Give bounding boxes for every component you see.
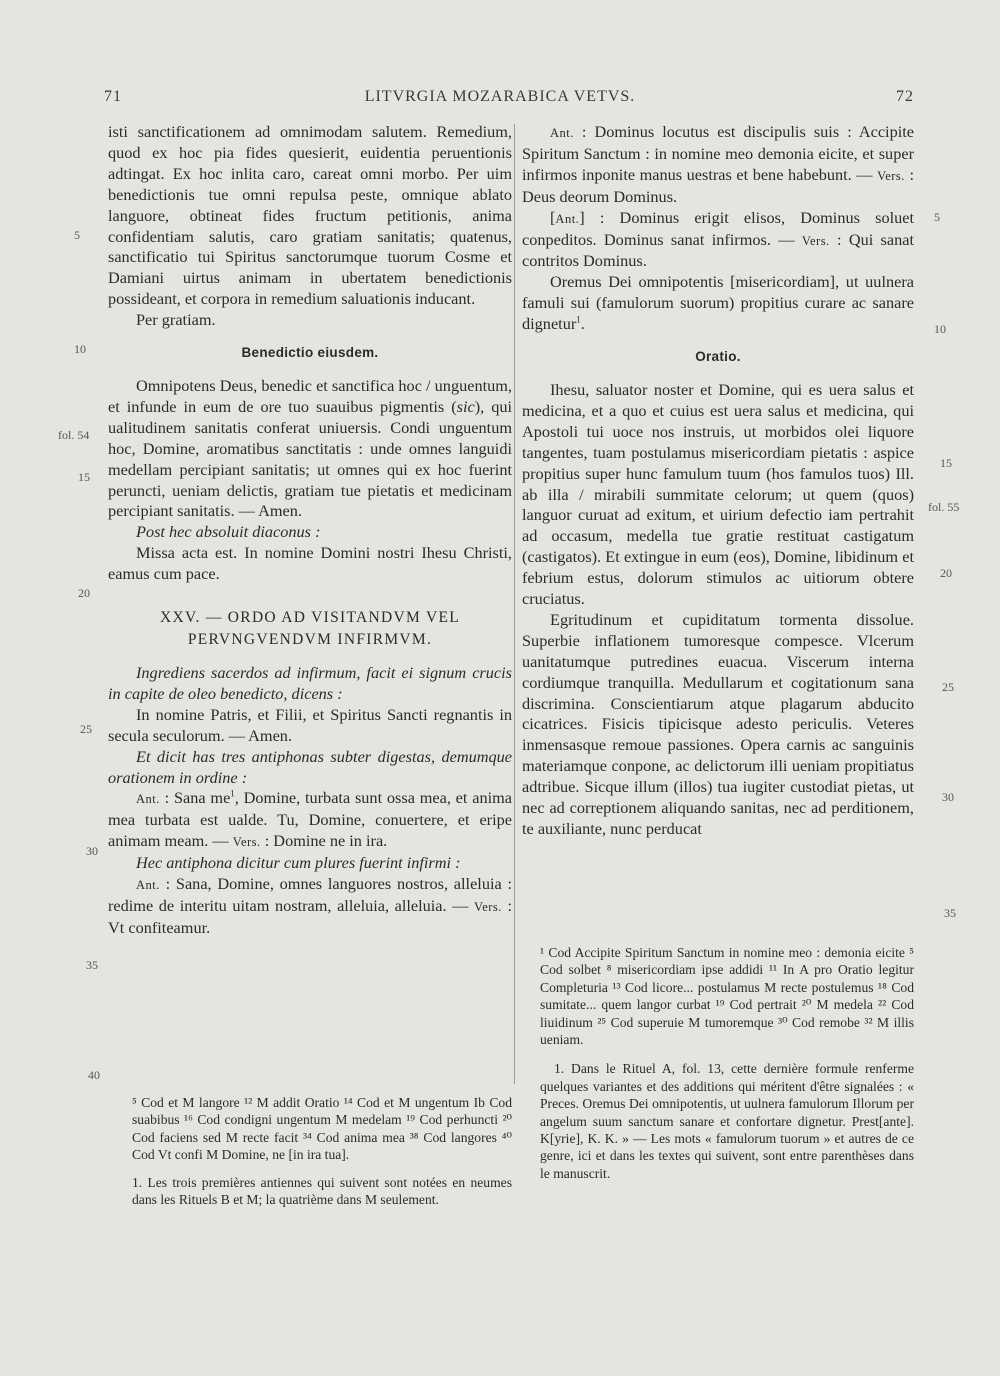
paragraph: Ihesu, saluator noster et Domine, qui es uera salus et medicina, et a quo et cuius est uera salus et medicina, qui Apostoli tui uoce nos instruis, ut morbidos olei liquore tangentes, tuam postulamus misericordiam pietatis : aspice propitius super hunc famulum tuum (hos famulos tuos) Ill. ab illa / mirabili summitate celorum; ut quem (quos) languor curuat ad exitum, et uirium defectio iam pertrahit ad occasum, medella tue gratie restituat castigatum (castigatos). Et extingue in eum (eos), Domine, libidinum et febrium estus, dolorum stimulos ac uitiorum obtere cruciatus. (522, 379, 914, 609)
margin-line-number: 20 (78, 586, 90, 600)
antiphon: Ant. : Sana $me^1$, Domine, turbata sunt ossa mea, et anima mea turbata est ualde. Tu, Domine, conuertere, et eripe animam meam. — Vers. : Domine ne in ira. (108, 788, 512, 851)
margin-folio: fol. 54 (58, 428, 90, 442)
per-gratiam: Per gratiam. (136, 310, 216, 330)
paragraph: In nomine Patris, et Filii, et Spiritus Sancti regnantis in secula seculorum. — Amen. (108, 704, 512, 745)
left-column (108, 122, 512, 939)
variant-footnote: ⁵ Cod et M langore ¹² M addit Oratio ¹⁴ Cod et M ungentum Ib Cod suabibus ¹⁶ Cod condigni ungentum M medelam ¹⁹ Cod perhuncti ²⁰ Cod faciens sed M recte facit ³⁴ Cod anima mea ³⁸ Cod langores ⁴⁰ Cod Vt confi M Domine, ne [in ira tua]. (132, 1095, 512, 1163)
paragraph: Missa acta est. In nomine Domini nostri Ihesu Christi, eamus cum pace. (108, 543, 512, 584)
margin-line-number: 35 (944, 906, 956, 920)
antiphon: Ant. : Dominus locutus est discipulis suis : Accipite Spiritum Sanctum : in nomine meo demonia eicite, et super infirmos inponite manus uestras et bene habebunt. — Vers. : Deus deorum Dominus. (522, 122, 914, 206)
margin-line-number: 5 (934, 210, 940, 224)
margin-line-number: 15 (940, 456, 952, 470)
page-number-left: 71 (104, 88, 122, 105)
running-title: LITVRGIA MOZARABICA VETVS. (364, 88, 636, 105)
margin-line-number: 15 (78, 470, 90, 484)
paragraph: Egritudinum et cupiditatum tormenta dissolue. Superbie inflationem tumoresque compesce. Vlcerum uanitatumque putredines euacua. Viscerum interna cordiumque tranquilla. Medullarum et cogitationum sana discrimina. Conscientiarum atque plagarum abducito cicatrices. Fisicis tipicisque adesto periculis. Veteres inmensasque remoue passiones. Opera carnis ac sanguinis materiamque conpone, ac delictorum illi ueniam propitiatus adtribue. Sicque illum (illos) tua iugiter custodiat pietas, ut nec ad correptionem aliquando sanitas, nec ad perditionem, te auxiliante, nunc perducat (522, 609, 914, 838)
margin-line-number: 10 (74, 342, 86, 356)
right-column (522, 122, 914, 840)
paragraph: Omnipotens Deus, benedic et sanctifica hoc / unguentum, et infunde in eum de ore tuo suauibus pigmentis (sic), qui ualitudinem sanitatis conferat uniuersis. Condi unguentum hoc, Domine, aromatibus sanctitatis : unde omnes languidi medellam percipiant sanitatis; ut omnes qui ex hoc fuerint peruncti, ueniam delictis, gratiam tue pietatis et medicinam percipiant sanitatis. — Amen. (108, 375, 512, 521)
margin-line-number: 35 (86, 958, 98, 972)
rubric: Hec antiphona dicitur cum plures fuerint infirmi : (136, 853, 461, 873)
margin-line-number: 5 (74, 228, 80, 242)
section-subtitle: Oratio. (695, 349, 741, 365)
rubric: Ingrediens sacerdos ad infirmum, facit ei signum crucis in capite de oleo benedicto, dicens : (108, 663, 512, 703)
variant-footnote: ¹ Cod Accipite Spiritum Sanctum in nomine meo : demonia eicite ⁵ Cod solbet ⁸ misericordiam ipse addidi ¹¹ In A pro Oratio legitur Completuria ¹³ Cod licore... postulamus M recte postulemus ¹⁸ Cod sumitate... quem langor curbat ¹⁹ Cod pertrait ²⁰ M medela ²² Cod liuidinum ²⁵ Cod superuie M tumoremque ³⁰ Cod remobe ³² M illis ueniam. (540, 945, 914, 1048)
antiphon: Ant. : Sana, Domine, omnes languores nostros, alleluia : redime de interitu uitam nostram, alleluia, alleluia. — Vers. : Vt confiteamur. (108, 874, 512, 937)
column-divider (514, 124, 515, 1084)
rubric: Post hec absoluit diaconus : (136, 522, 321, 542)
rubric: Et dicit has tres antiphonas subter digestas, demumque orationem in ordine : (108, 746, 512, 787)
section-subtitle: Benedictio eiusdem. (241, 345, 379, 361)
right-footnotes (540, 944, 914, 1182)
antiphon: [Ant.] : Dominus erigit elisos, Dominus soluet conpeditos. Dominus sanat infirmos. — Vers. : Qui sanat contritos Dominus. (522, 207, 915, 271)
paragraph: isti sanctificationem ad omnimodam salutem. Remedium, quod ex hoc pia fides quesierit, euidentia peruentionis adtingat. Ex hoc inlita caro, careat omni morbo. Per uim benedictionis tue omni repulsa peste, omnique ablato languore, obtineat fides fructum petitionis, anima confidentiam salutis, caro gratiam sanitatis; quatenus, sanctificatio tui Spiritus sanctorumque tuorum Cosme et Damiani uirtus animam in ubertatem benedictionis possideant, et corpora in remedium saluationis inducant. (108, 122, 512, 309)
margin-line-number: 25 (80, 722, 92, 736)
margin-line-number: 30 (942, 790, 954, 804)
footnote: 1. Dans le Rituel A, fol. 13, cette dernière formule renferme quelques variantes et des additions qui méritent d'être signalées : « Preces. Oremus Dei omnipotentis, ut uulnera famulorum Illorum per angelum suum sanctum sanare et confortare dignetur. Prest[ante]. K[yrie], K. K. » — Les mots « famulorum tuorum » et autres de ce genre, ici et dans les textes qui suivent, sont entre parenthèses dans le manuscrit. (540, 1061, 914, 1181)
margin-line-number: 25 (942, 680, 954, 694)
left-footnotes (132, 1094, 512, 1208)
margin-line-number: 10 (934, 322, 946, 336)
section-title: PERVNGVENDVM INFIRMVM. (187, 631, 433, 649)
margin-line-number: 20 (940, 566, 952, 580)
page-number-right: 72 (896, 88, 914, 105)
margin-folio: fol. 55 (928, 500, 960, 514)
footnote: 1. Les trois premières antiennes qui suivent sont notées en neumes dans les Rituels B et M; la quatrième dans M seulement. (132, 1174, 512, 1208)
section-title: XXV. — ORDO AD VISITANDVM VEL (160, 609, 460, 627)
paragraph: Oremus Dei omnipotentis [misericordiam], ut uulnera famuli sui (famulorum suorum) propitius curare ac sanare dignetur$^1$. (522, 272, 914, 334)
margin-line-number: 30 (86, 844, 98, 858)
margin-line-number: 40 (88, 1068, 100, 1082)
